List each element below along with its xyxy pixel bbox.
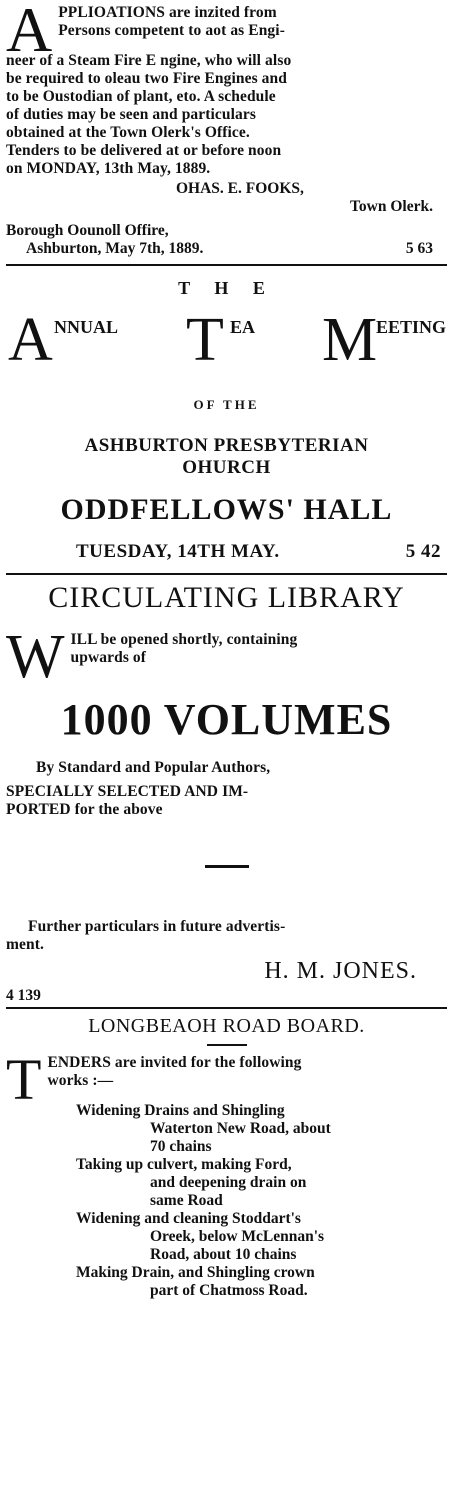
place-date: Ashburton, May 7th, 1889. [26, 240, 204, 257]
hall-name: ODDFELLOWS' HALL [60, 493, 393, 526]
library-advertisement [6, 581, 447, 1005]
volumes-headline: 1000 VOLUMES [60, 695, 393, 744]
ad-text-line: on MONDAY, 13th May, 1889. [6, 160, 211, 177]
title-rest-annual: NNUAL [54, 317, 119, 337]
road-board-advertisement [6, 1015, 447, 1300]
short-divider [205, 865, 249, 868]
church-name-line1: ASHBURTON PRESBYTERIAN [84, 435, 369, 456]
list-item: Widening and cleaning Stoddart's Oreek, below McLennan's Road, about 10 chains [76, 1210, 325, 1263]
short-divider [207, 1044, 247, 1046]
drop-cap-t: T [6, 1047, 42, 1112]
section-divider [6, 1007, 447, 1009]
section-divider [6, 264, 447, 266]
tea-meeting-advertisement [6, 278, 447, 563]
signer-name: OHAS. E. FOOKS, [176, 180, 304, 197]
ad-text-line: neer of a Steam Fire E ngine, who will also [6, 52, 292, 69]
ad-text-line: to be Oustodian of plant, eto. A schedule [6, 88, 276, 105]
annual-tea-meeting-title [6, 307, 447, 377]
ad-text-line: Further particulars in future advertis- [28, 918, 286, 935]
library-title: CIRCULATING LIBRARY [48, 581, 405, 614]
ad-reference-number: 4 139 [6, 987, 41, 1004]
engineer-advertisement [6, 0, 447, 258]
list-item: Widening Drains and Shingling Waterton New Road, about 70 chains [76, 1102, 331, 1155]
ad-text-line: Tenders to be delivered at or before noon [6, 142, 282, 159]
title-cap-t: T [186, 306, 224, 374]
the-heading: T H E [178, 278, 275, 298]
office-name: Borough Oounoll Offire, [6, 222, 169, 239]
ad-reference-number: 5 63 [405, 240, 433, 257]
list-item: Taking up culvert, making Ford, and deepening drain on same Road [76, 1156, 307, 1209]
ad-text-line: PPLIOATIONS are inzited from [58, 4, 277, 21]
ad-text-line: ENDERS are invited for the following [47, 1054, 302, 1071]
list-item: Making Drain, and Shingling crown part of Chatmoss Road. [76, 1264, 315, 1299]
ad-text-line: obtained at the Town Olerk's Office. [6, 124, 250, 141]
ad-text-line: ILL be opened shortly, containing [70, 631, 298, 648]
title-rest-meeting: EETING [376, 317, 447, 337]
of-the-label: OF THE [193, 397, 260, 412]
signer-title: Town Olerk. [350, 198, 433, 215]
title-cap-a: A [8, 306, 53, 374]
works-list [6, 1102, 447, 1300]
ad-text-line: works :— [47, 1072, 114, 1089]
ad-text-line: Persons competent to aot as Engi- [58, 22, 285, 39]
ad-text-line: By Standard and Popular Authors, [36, 759, 271, 776]
ad-text-line: SPECIALLY SELECTED AND IM- [6, 783, 249, 800]
section-divider [6, 573, 447, 575]
ad-reference-number: 5 42 [405, 541, 441, 562]
ad-text-line: PORTED for the above [6, 801, 163, 818]
title-rest-tea: EA [230, 317, 256, 337]
meeting-date: TUESDAY, 14TH MAY. [76, 541, 280, 562]
ad-text-line: upwards of [70, 649, 147, 666]
road-board-title: LONGBEAOH ROAD BOARD. [88, 1015, 365, 1037]
ad-text-line: be required to oleau two Fire Engines and [6, 70, 287, 87]
drop-cap-a: A [6, 0, 53, 65]
drop-cap-w: W [6, 623, 65, 691]
title-cap-m: M [322, 306, 378, 374]
ad-text-line: of duties may be seen and particulars [6, 106, 256, 123]
ad-text-line: ment. [6, 936, 44, 953]
church-name-line2: OHURCH [182, 457, 271, 478]
signer-name: H. M. JONES. [264, 958, 417, 984]
